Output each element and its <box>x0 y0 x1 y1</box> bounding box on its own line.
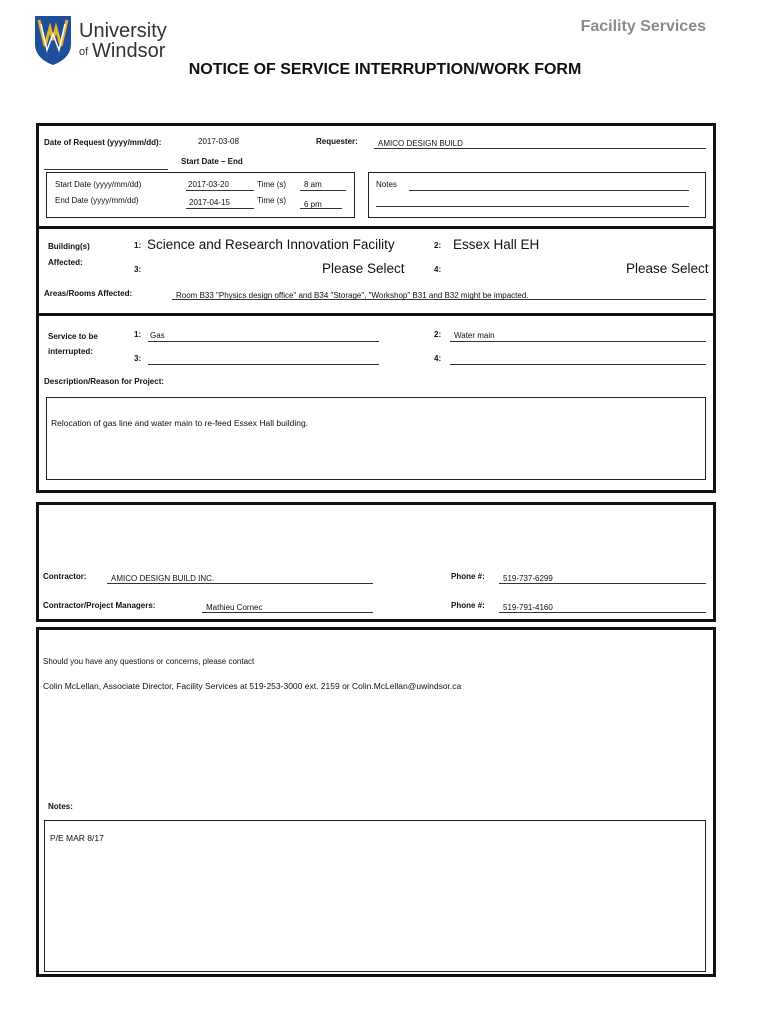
areas-value[interactable]: Room B33 "Physics design office" and B34 "Storage", "Workshop" B31 and B32 might be impacted. <box>176 291 529 300</box>
notes-line-1[interactable] <box>409 190 689 191</box>
building-4-number: 4: <box>434 265 442 274</box>
building-2-number: 2: <box>434 241 442 250</box>
department-name: Facility Services <box>580 18 706 35</box>
project-manager-value[interactable]: Mathieu Cornec <box>206 603 263 612</box>
requester-label: Requester: <box>316 137 358 146</box>
service-3-number: 3: <box>134 354 142 363</box>
contact-line-2: Colin McLellan, Associate Director, Facility Services at 519-253-3000 ext. 2159 or Colin.McLellan@uwindsor.ca <box>43 681 462 691</box>
logo-line2: Windsor <box>92 40 166 62</box>
service-1-line <box>148 341 379 342</box>
description-value: Relocation of gas line and water main to re-feed Essex Hall building. <box>51 418 309 428</box>
building-2-select[interactable]: Essex Hall EH <box>453 237 540 252</box>
project-manager-label: Contractor/Project Managers: <box>43 601 156 610</box>
end-date-value[interactable]: 2017-04-15 <box>189 198 230 207</box>
pm-phone-value[interactable]: 519-791-4160 <box>503 603 553 612</box>
areas-label: Areas/Rooms Affected: <box>44 289 133 298</box>
service-label-1: Service to be <box>48 332 98 341</box>
contractor-line <box>107 583 373 584</box>
contact-notes-box[interactable] <box>44 820 706 972</box>
requester-value[interactable]: AMICO DESIGN BUILD <box>378 139 463 148</box>
contact-notes-value: P/E MAR 8/17 <box>50 833 104 843</box>
description-label: Description/Reason for Project: <box>44 377 165 386</box>
shield-icon <box>33 14 73 66</box>
contractor-phone-value[interactable]: 519-737-6299 <box>503 574 553 583</box>
start-date-value[interactable]: 2017-03-20 <box>188 180 229 189</box>
contractor-phone-line <box>499 583 706 584</box>
end-time-label: Time (s) <box>257 196 287 205</box>
contractor-label: Contractor: <box>43 572 87 581</box>
service-2-value[interactable]: Water main <box>454 331 495 340</box>
dates-box <box>46 172 355 218</box>
service-label-2: interrupted: <box>48 347 93 356</box>
description-box[interactable] <box>46 397 706 480</box>
pm-phone-label: Phone #: <box>451 601 485 610</box>
start-date-line <box>186 190 254 191</box>
start-end-heading: Start Date – End <box>181 157 243 166</box>
building-1-select[interactable]: Science and Research Innovation Facility <box>147 237 395 252</box>
pm-phone-line <box>499 612 706 613</box>
building-3-number: 3: <box>134 265 142 274</box>
service-2-line <box>450 341 706 342</box>
notes-box <box>368 172 706 218</box>
start-time-label: Time (s) <box>257 180 287 189</box>
contact-line-1: Should you have any questions or concerns, please contact <box>43 657 255 666</box>
end-time-value[interactable]: 6 pm <box>304 200 322 209</box>
building-4-select[interactable]: Please Select <box>626 261 709 276</box>
requester-line <box>374 148 706 149</box>
buildings-label-1: Building(s) <box>48 242 90 251</box>
service-1-value[interactable]: Gas <box>150 331 165 340</box>
buildings-label-2: Affected: <box>48 258 83 267</box>
service-4-line[interactable] <box>450 364 706 365</box>
service-1-number: 1: <box>134 330 142 339</box>
contractor-value[interactable]: AMICO DESIGN BUILD INC. <box>111 574 215 583</box>
logo-line2-prefix: of <box>79 46 89 58</box>
end-date-label: End Date (yyyy/mm/dd) <box>55 196 139 205</box>
start-date-label: Start Date (yyyy/mm/dd) <box>55 180 142 189</box>
start-time-value[interactable]: 8 am <box>304 180 322 189</box>
service-3-line[interactable] <box>148 364 379 365</box>
contractor-phone-label: Phone #: <box>451 572 485 581</box>
contact-notes-label: Notes: <box>48 802 73 811</box>
date-extra-line <box>44 169 168 170</box>
request-date-value[interactable]: 2017-03-08 <box>198 137 239 146</box>
page-title: NOTICE OF SERVICE INTERRUPTION/WORK FORM <box>188 61 582 78</box>
logo-line1: University <box>79 20 167 42</box>
end-date-line <box>186 208 254 209</box>
service-2-number: 2: <box>434 330 442 339</box>
request-date-label: Date of Request (yyyy/mm/dd): <box>44 138 162 147</box>
building-3-select[interactable]: Please Select <box>322 261 405 276</box>
notes-line-2[interactable] <box>376 206 689 207</box>
project-manager-line <box>202 612 373 613</box>
service-4-number: 4: <box>434 354 442 363</box>
start-time-line <box>300 190 346 191</box>
notes-label: Notes <box>376 180 397 189</box>
building-1-number: 1: <box>134 241 142 250</box>
building-divider <box>36 313 716 316</box>
university-logo <box>33 14 173 66</box>
